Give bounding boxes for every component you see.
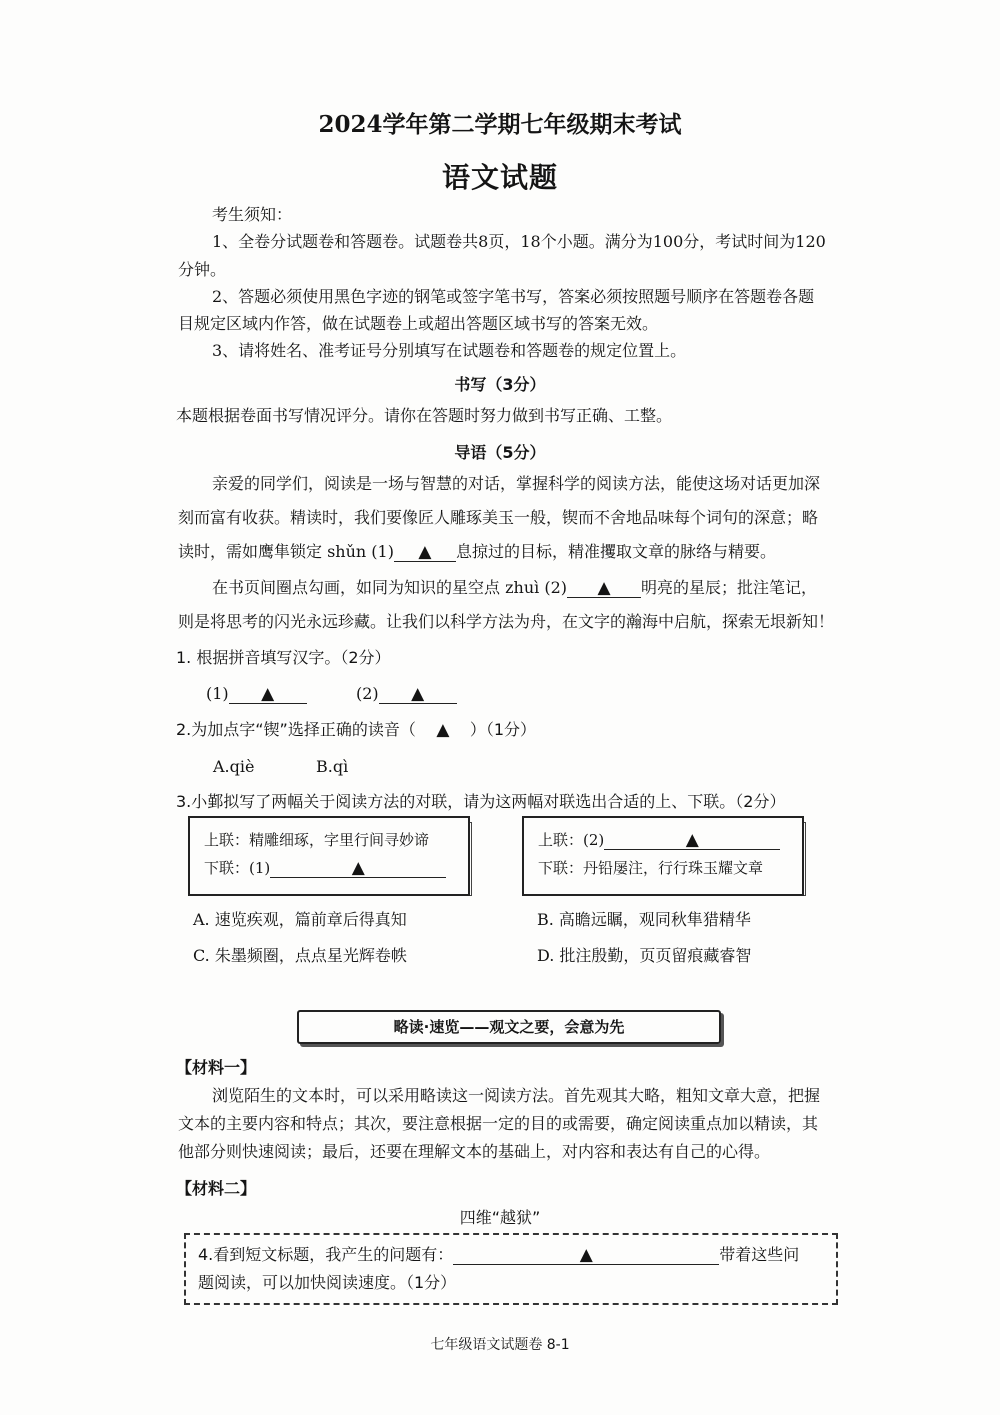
q1-blank-2[interactable] (379, 685, 457, 704)
q2-option-a: A.qiè (213, 757, 255, 776)
notice-item3: 3、请将姓名、准考证号分别填写在试题卷和答题卷的规定位置上。 (212, 341, 687, 360)
writing-text: 本题根据卷面书写情况评分。请你在答题时努力做到书写正确、工整。 (176, 406, 673, 425)
intro-p1-line1: 亲爱的同学们，阅读是一场与智慧的对话，掌握科学的阅读方法，能使这场对话更加深 (212, 474, 821, 493)
couplet2-upper (538, 830, 780, 850)
notice-item2-line1: 2、答题必须使用黑色字迹的钢笔或签字笔书写，答案必须按照题号顺序在答题卷各题 (212, 287, 815, 306)
notice-item2-line2: 目规定区域内作答，做在试题卷上或超出答题区域书写的答案无效。 (178, 314, 659, 333)
couplet1-lower (204, 858, 446, 878)
blank-1[interactable] (394, 543, 456, 562)
material2-title: 四维“越狱” (459, 1208, 541, 1227)
q2-stem-a: 2.为加点字“锲”选择正确的读音（ (176, 720, 416, 739)
q1-blank-1[interactable] (229, 685, 307, 704)
couplet1-lower-label: 下联：(1) (204, 859, 271, 877)
exam-title: 2024学年第二学期七年级期末考试 (318, 111, 682, 138)
triangle-marker-icon: ▲ (261, 684, 275, 704)
material1-line3: 他部分则快速阅读；最后，还要在理解文本的基础上，对内容和表达有自己的心得。 (178, 1142, 771, 1161)
intro-p1-line3 (178, 542, 776, 562)
intro-p1-line3-b: 息掠过的目标，精准攫取文章的脉络与精要。 (455, 542, 776, 561)
q2-stem (176, 720, 536, 740)
notice-item1-line2: 分钟。 (178, 260, 227, 279)
triangle-marker-icon: ▲ (579, 1245, 593, 1265)
intro-p1-line2: 刻而富有收获。精读时，我们要像匠人雕琢美玉一般，锲而不舍地品味每个词句的深意；略 (178, 508, 819, 527)
notice-item1-line1: 1、全卷分试题卷和答题卷。试题卷共8页，18个小题。满分为100分，考试时间为120 (212, 232, 826, 251)
triangle-marker-icon: ▲ (411, 684, 425, 704)
page-footer: 七年级语文试题卷 8-1 (430, 1337, 570, 1353)
material1-line1: 浏览陌生的文本时，可以采用略读这一阅读方法。首先观其大略，粗知文章大意，把握 (212, 1086, 821, 1105)
q1-answer-2 (356, 684, 457, 704)
intro-p1-line3-a: 读时，需如鹰隼锁定 shǔn (1) (178, 542, 394, 561)
couplet2-lower: 下联：丹铅屡注，行行珠玉耀文章 (538, 859, 764, 877)
q3-option-c: C. 朱墨频圈，点点星光辉卷帙 (193, 946, 407, 965)
q1-answer-1 (206, 684, 307, 704)
intro-p2-line2: 则是将思考的闪光永远珍藏。让我们以科学方法为舟，在文字的瀚海中启航，探索无垠新知！ (178, 612, 835, 631)
material2-heading: 【材料二】 (176, 1179, 257, 1198)
q4-blank[interactable] (453, 1246, 719, 1265)
section-banner: 略读·速览——观文之要，会意为先 (297, 1010, 721, 1044)
q4-line1-b: 带着这些问 (719, 1245, 800, 1264)
couplet-box-2 (522, 816, 804, 896)
q2-answer-slot[interactable] (416, 720, 470, 740)
intro-p2-line1 (212, 578, 817, 598)
triangle-marker-icon: ▲ (418, 542, 432, 562)
q1-stem: 1. 根据拼音填写汉字。（2分） (176, 648, 391, 667)
couplet-box-1 (188, 816, 470, 896)
q3-option-d: D. 批注殷勤，页页留痕藏睿智 (537, 946, 752, 965)
intro-p2-line1-b: 明亮的星辰；批注笔记， (641, 578, 818, 597)
q4-line1-a: 4.看到短文标题，我产生的问题有： (198, 1245, 454, 1264)
intro-heading: 导语（5分） (454, 443, 546, 462)
triangle-marker-icon: ▲ (436, 720, 450, 740)
q4-box (184, 1233, 838, 1305)
triangle-marker-icon: ▲ (685, 830, 699, 850)
exam-subtitle: 语文试题 (441, 161, 558, 194)
blank-2[interactable] (567, 579, 641, 598)
q2-stem-b: ）（1分） (469, 720, 537, 739)
couplet2-blank[interactable] (604, 831, 780, 850)
q3-option-b: B. 高瞻远瞩，观同秋隼猎精华 (537, 910, 751, 929)
q2-option-b: B.qì (316, 757, 349, 776)
q4-line2: 题阅读，可以加快阅读速度。（1分） (198, 1273, 457, 1292)
intro-p2-line1-a: 在书页间圈点勾画，如同为知识的星空点 zhuì (2) (212, 578, 567, 597)
writing-heading: 书写（3分） (454, 375, 546, 394)
couplet1-blank[interactable] (270, 859, 446, 878)
material1-line2: 文本的主要内容和特点；其次，要注意根据一定的目的或需要，确定阅读重点加以精读，其 (178, 1114, 819, 1133)
q3-option-a: A. 速览疾观，篇前章后得真知 (193, 910, 407, 929)
triangle-marker-icon: ▲ (351, 858, 365, 878)
triangle-marker-icon: ▲ (597, 578, 611, 598)
q4-line1 (198, 1245, 799, 1265)
couplet2-upper-label: 上联：(2) (538, 831, 605, 849)
q1-label-2: (2) (356, 684, 379, 703)
material1-heading: 【材料一】 (176, 1058, 257, 1077)
q1-label-1: (1) (206, 684, 229, 703)
couplet1-upper: 上联：精雕细琢，字里行间寻妙谛 (204, 831, 430, 849)
notice-heading: 考生须知： (212, 205, 293, 224)
q3-stem: 3.小鄞拟写了两幅关于阅读方法的对联，请为这两幅对联选出合适的上、下联。（2分） (176, 792, 786, 811)
